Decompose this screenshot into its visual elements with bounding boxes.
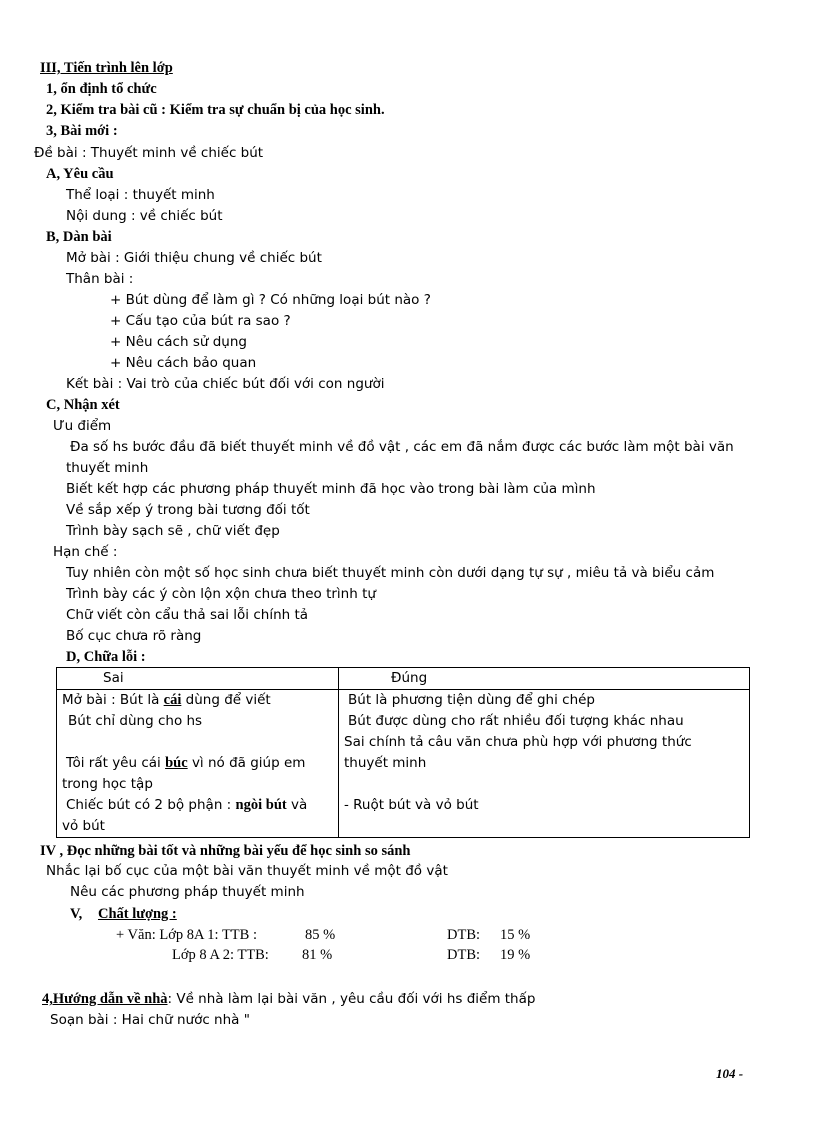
quality-row-2-ttb: 81 % bbox=[302, 947, 333, 963]
page-number: 104 - bbox=[716, 1066, 744, 1081]
review-heading: C, Nhận xét bbox=[46, 397, 120, 413]
section-3-item-1: 1, ổn định tổ chức bbox=[46, 81, 157, 97]
column-header-right: Đúng bbox=[339, 668, 750, 690]
right-cell bbox=[339, 690, 750, 838]
outline-body-point: + Cấu tạo của bút ra sao ? bbox=[110, 313, 291, 329]
corrections-table bbox=[56, 667, 750, 838]
outline-body-point: + Nêu cách bảo quan bbox=[110, 355, 257, 371]
outline-body-point: + Nêu cách sử dụng bbox=[110, 334, 247, 350]
outline-conclusion: Kết bài : Vai trò của chiếc bút đối với con người bbox=[66, 376, 385, 392]
strength-line: thuyết minh bbox=[66, 460, 149, 476]
section-3-title: III, Tiến trình lên lớp bbox=[40, 60, 173, 76]
quality-row-1-dtb-label: DTB: bbox=[447, 927, 481, 943]
error-word: cái bbox=[163, 692, 182, 708]
quality-row-1-subject: + Văn: Lớp 8A 1: TTB : bbox=[116, 927, 257, 943]
strength-line: Đa số hs bước đầu đã biết thuyết minh về đồ vật , các em đã nắm được các bước làm một bài văn bbox=[70, 439, 734, 455]
right-line: Bút được dùng cho rất nhiều đối tượng khác nhau bbox=[348, 713, 684, 729]
quality-row-2-dtb: 19 % bbox=[500, 947, 531, 963]
outline-intro: Mở bài : Giới thiệu chung về chiếc bút bbox=[66, 250, 322, 266]
wrong-line: Tôi rất yêu cái búc vì nó đã giúp em bbox=[66, 755, 306, 771]
strength-line: Biết kết hợp các phương pháp thuyết minh đã học vào trong bài làm của mình bbox=[66, 481, 596, 497]
wrong-cell bbox=[57, 690, 339, 838]
outline-heading: B, Dàn bài bbox=[46, 229, 112, 245]
outline-body-label: Thân bài : bbox=[66, 271, 134, 287]
section-4-title: IV , Đọc những bài tốt và những bài yếu để học sinh so sánh bbox=[40, 843, 411, 859]
requirements-heading: A, Yêu cầu bbox=[46, 166, 114, 182]
section-4-line: Nêu các phương pháp thuyết minh bbox=[70, 884, 305, 900]
quality-row-2-subject: Lớp 8 A 2: TTB: bbox=[172, 947, 269, 963]
homework-heading: 4,Hướng dẫn về nhà bbox=[42, 991, 168, 1007]
homework-text: : Về nhà làm lại bài văn , yêu cầu đối với hs điểm thấp bbox=[167, 991, 536, 1007]
error-word: búc bbox=[165, 755, 188, 771]
homework-prepare: Soạn bài : Hai chữ nước nhà " bbox=[50, 1012, 250, 1028]
section-3-item-3: 3, Bài mới : bbox=[46, 123, 118, 139]
requirements-genre: Thể loại : thuyết minh bbox=[66, 187, 215, 203]
wrong-line-blank bbox=[62, 732, 338, 753]
weaknesses-label: Hạn chế : bbox=[53, 544, 118, 560]
quality-label: V, bbox=[70, 906, 83, 922]
strengths-label: Ưu điểm bbox=[53, 418, 112, 434]
topic-line: Đề bài : Thuyết minh về chiếc bút bbox=[34, 145, 264, 161]
right-line: thuyết minh bbox=[344, 755, 427, 771]
homework-line bbox=[42, 990, 535, 1008]
section-3-item-2: 2, Kiểm tra bài cũ : Kiểm tra sự chuẩn bị của học sinh. bbox=[46, 102, 385, 118]
wrong-line: Chiếc bút có 2 bộ phận : ngòi bút và bbox=[66, 797, 308, 813]
weakness-line: Tuy nhiên còn một số học sinh chưa biết thuyết minh còn dưới dạng tự sự , miêu tả và biểu cảm bbox=[66, 565, 715, 581]
quality-row-1-ttb: 85 % bbox=[305, 927, 336, 943]
weakness-line: Chữ viết còn cẩu thả sai lỗi chính tả bbox=[66, 607, 309, 623]
quality-row-1-dtb: 15 % bbox=[500, 927, 531, 943]
weakness-line: Bố cục chưa rõ ràng bbox=[66, 628, 202, 644]
weakness-line: Trình bày các ý còn lộn xộn chưa theo trình tự bbox=[66, 586, 376, 602]
strength-line: Về sắp xếp ý trong bài tương đối tốt bbox=[66, 502, 310, 518]
corrections-heading: D, Chữa lỗi : bbox=[66, 649, 146, 665]
right-line: - Ruột bút và vỏ bút bbox=[344, 797, 479, 813]
right-line: Sai chính tả câu văn chưa phù hợp với phương thức bbox=[344, 734, 692, 750]
section-4-line: Nhắc lại bố cục của một bài văn thuyết minh về một đồ vật bbox=[46, 863, 448, 879]
right-line-blank bbox=[344, 774, 749, 795]
quality-heading: Chất lượng : bbox=[98, 906, 177, 922]
requirements-content: Nội dung : về chiếc bút bbox=[66, 208, 223, 224]
outline-body-point: + Bút dùng để làm gì ? Có những loại bút nào ? bbox=[110, 292, 431, 308]
wrong-line: Mở bài : Bút là cái dùng để viết bbox=[62, 692, 271, 708]
wrong-line: vỏ bút bbox=[62, 818, 105, 834]
quality-row-2-dtb-label: DTB: bbox=[447, 947, 481, 963]
column-header-wrong: Sai bbox=[57, 668, 339, 690]
strength-line: Trình bày sạch sẽ , chữ viết đẹp bbox=[66, 523, 280, 539]
right-line: Bút là phương tiện dùng để ghi chép bbox=[348, 692, 596, 708]
wrong-line: Bút chỉ dùng cho hs bbox=[68, 713, 203, 729]
right-line-blank bbox=[344, 816, 749, 837]
wrong-line: trong học tập bbox=[62, 776, 153, 792]
error-word: ngòi bút bbox=[235, 797, 287, 813]
